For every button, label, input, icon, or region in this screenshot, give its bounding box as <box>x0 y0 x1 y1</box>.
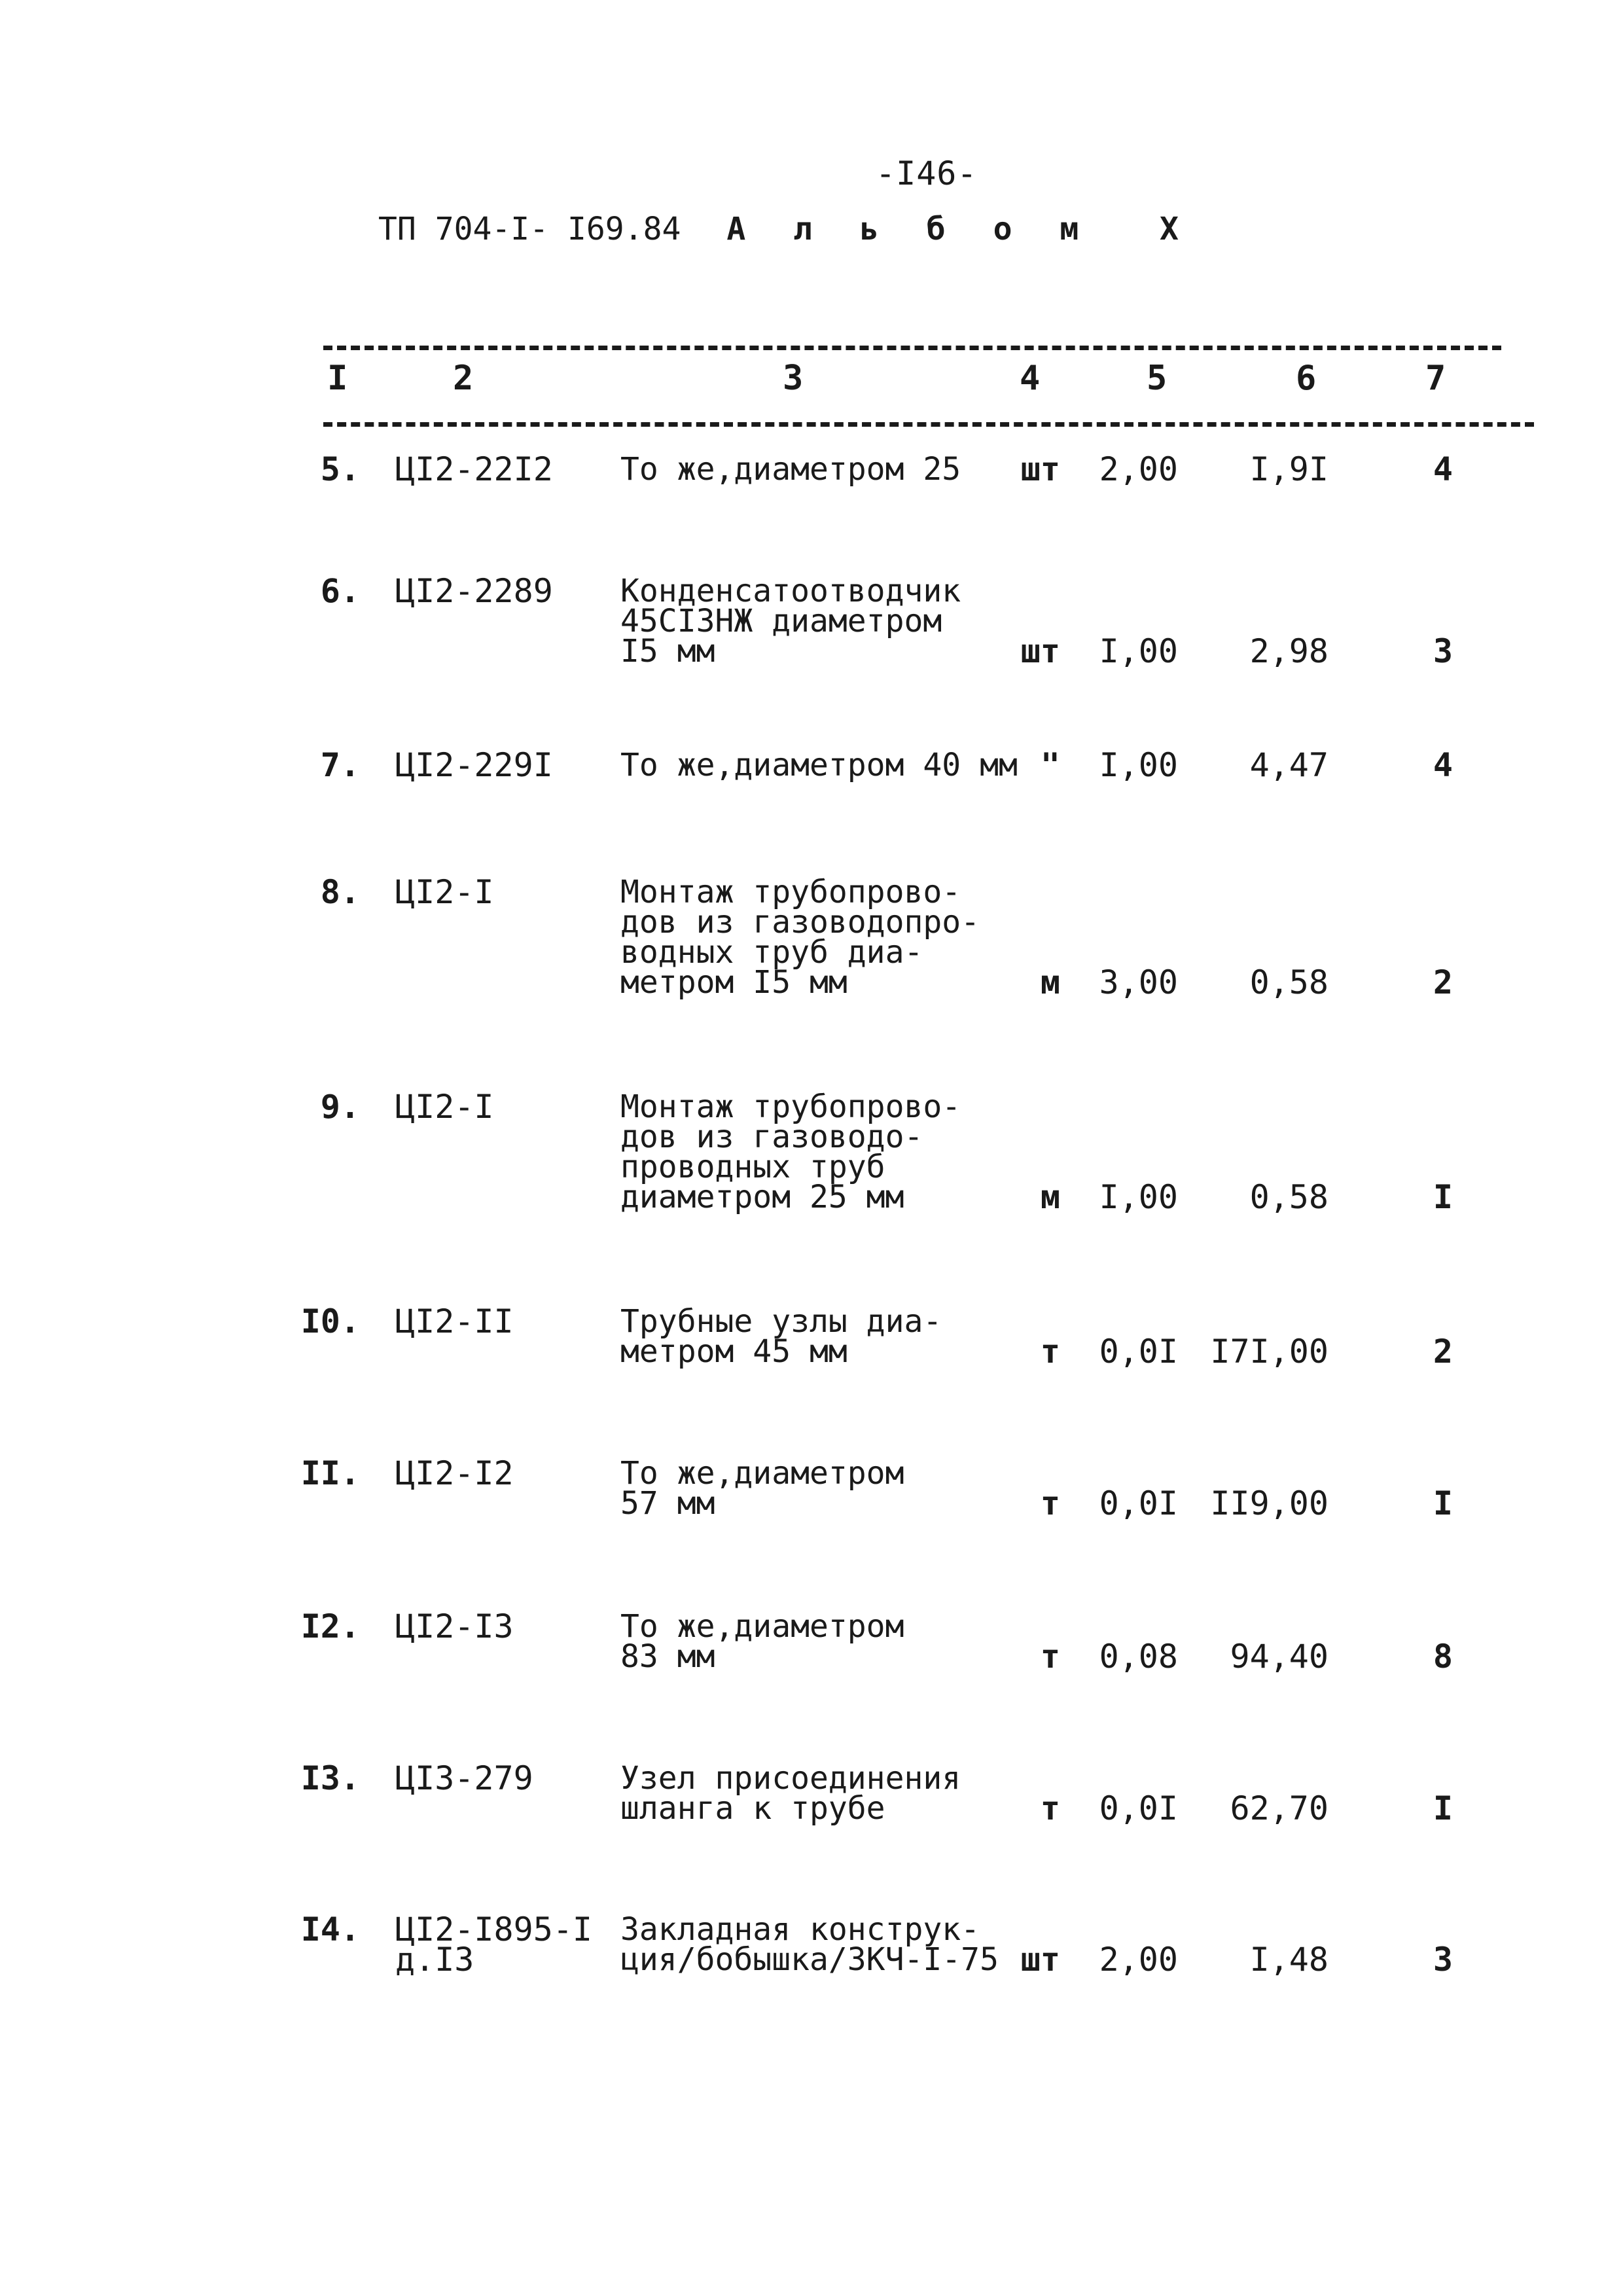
unit-cell: т <box>1040 1333 1060 1371</box>
row-number: 8. <box>320 873 360 911</box>
row-number: I3. <box>300 1759 360 1797</box>
column-header-7: 7 <box>1425 359 1446 398</box>
price-cell: I,9I <box>1249 450 1329 488</box>
code-cell: ЦI2-II <box>395 1302 514 1340</box>
row-number: 5. <box>320 450 360 488</box>
unit-cell: т <box>1040 1484 1060 1522</box>
description-cell: Монтаж трубопрово- дов из газоводо- проводных труб диаметром 25 мм <box>620 1088 961 1215</box>
column-header-5: 5 <box>1147 359 1168 398</box>
code-cell: ЦI2-2289 <box>395 572 553 610</box>
code-cell: ЦI2-I <box>395 1088 494 1126</box>
price-cell: I,48 <box>1249 1941 1329 1979</box>
column-header-1: I <box>327 359 348 398</box>
price-cell: 94,40 <box>1230 1638 1329 1676</box>
description-cell: Трубные узлы диа- метром 45 мм <box>620 1303 942 1370</box>
row-number: 9. <box>320 1088 360 1126</box>
price-cell: 0,58 <box>1249 963 1329 1001</box>
price-cell: I7I,00 <box>1210 1333 1329 1371</box>
album-label: А л ь б о м X <box>726 211 1193 247</box>
document-header <box>378 211 1193 247</box>
unit-cell: т <box>1040 1789 1060 1827</box>
column7-cell: 4 <box>1433 746 1453 784</box>
row-number: 6. <box>320 572 360 610</box>
column7-cell: 3 <box>1433 1941 1453 1979</box>
code-cell: ЦI2-I <box>395 873 494 911</box>
quantity-cell: 0,0I <box>1099 1333 1178 1371</box>
price-cell: 0,58 <box>1249 1178 1329 1216</box>
column-header-2: 2 <box>453 359 474 398</box>
code-cell: ЦI2-I3 <box>395 1607 514 1645</box>
code-cell: ЦI2-I895-I д.I3 <box>395 1910 593 1979</box>
unit-cell: шт <box>1020 450 1060 488</box>
column7-cell: 3 <box>1433 632 1453 670</box>
unit-cell: шт <box>1020 1941 1060 1979</box>
column7-cell: I <box>1433 1484 1453 1522</box>
column-header-3: 3 <box>783 359 804 398</box>
column7-cell: 2 <box>1433 1333 1453 1371</box>
code-cell: ЦI2-22I2 <box>395 450 553 488</box>
price-cell: 4,47 <box>1249 746 1329 784</box>
document-code: ТП 704-I- I69.84 <box>378 211 681 247</box>
code-cell: ЦI2-229I <box>395 746 553 784</box>
column-header-4: 4 <box>1020 359 1041 398</box>
price-cell: II9,00 <box>1210 1484 1329 1522</box>
quantity-cell: 0,0I <box>1099 1484 1178 1522</box>
unit-cell: " <box>1040 746 1060 784</box>
column7-cell: I <box>1433 1178 1453 1216</box>
header-bottom-rule <box>323 422 1534 427</box>
page-number: -I46- <box>876 154 978 192</box>
quantity-cell: 2,00 <box>1099 1941 1178 1979</box>
quantity-cell: 0,08 <box>1099 1638 1178 1676</box>
code-cell: ЦI3-279 <box>395 1759 533 1797</box>
quantity-cell: 0,0I <box>1099 1789 1178 1827</box>
price-cell: 62,70 <box>1230 1789 1329 1827</box>
quantity-cell: I,00 <box>1099 632 1178 670</box>
row-number: I2. <box>300 1607 360 1645</box>
column7-cell: 4 <box>1433 450 1453 488</box>
description-cell: Закладная конструк- ция/бобышка/ЗКЧ-I-75 <box>620 1911 999 1978</box>
description-cell: Узел присоединения шланга к трубе <box>620 1760 961 1827</box>
row-number: I0. <box>300 1302 360 1340</box>
row-number: II. <box>300 1454 360 1492</box>
code-cell: ЦI2-I2 <box>395 1454 514 1492</box>
unit-cell: т <box>1040 1638 1060 1676</box>
description-cell: То же,диаметром 40 мм <box>620 747 1018 783</box>
description-cell: Конденсатоотводчик 45CI3HЖ диаметром I5 мм <box>620 573 961 670</box>
quantity-cell: 2,00 <box>1099 450 1178 488</box>
column7-cell: 2 <box>1433 963 1453 1001</box>
row-number: 7. <box>320 746 360 784</box>
column-header-6: 6 <box>1296 359 1317 398</box>
header-top-rule <box>323 346 1501 350</box>
description-cell: То же,диаметром 83 мм <box>620 1608 904 1675</box>
description-cell: То же,диаметром 57 мм <box>620 1455 904 1522</box>
unit-cell: м <box>1040 1178 1060 1216</box>
column7-cell: 8 <box>1433 1638 1453 1676</box>
unit-cell: м <box>1040 963 1060 1001</box>
unit-cell: шт <box>1020 632 1060 670</box>
quantity-cell: I,00 <box>1099 746 1178 784</box>
description-cell: То же,диаметром 25 <box>620 451 961 488</box>
quantity-cell: I,00 <box>1099 1178 1178 1216</box>
column7-cell: I <box>1433 1789 1453 1827</box>
row-number: I4. <box>300 1910 360 1948</box>
description-cell: Монтаж трубопрово- дов из газоводопро- водных труб диа- метром I5 мм <box>620 874 980 1001</box>
price-cell: 2,98 <box>1249 632 1329 670</box>
quantity-cell: 3,00 <box>1099 963 1178 1001</box>
